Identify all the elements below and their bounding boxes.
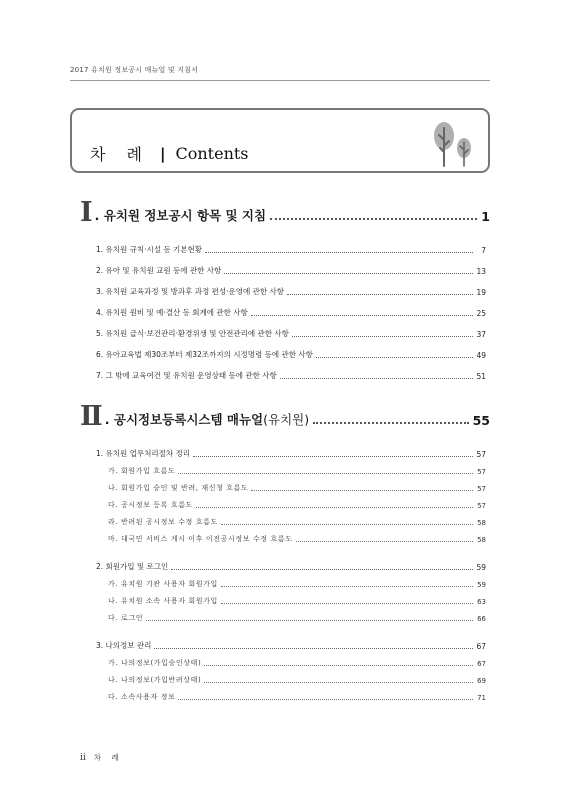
toc-row-label: 5. 유치원 급식·보건관리·환경위생 및 안전관리에 관한 사항 [96, 329, 289, 338]
page-title-separator: | [160, 144, 166, 163]
toc-sub-row[interactable] [96, 691, 486, 702]
toc-row-label: 1. 유치원 규칙·시설 등 기본현황 [96, 245, 203, 254]
section-title: . 유치원 정보공시 항목 및 지침 [94, 208, 267, 223]
toc-row-label: 4. 유치원 원비 및 예·결산 등 회계에 관한 사항 [96, 308, 248, 317]
toc-sub-row[interactable] [96, 499, 486, 510]
toc-row-page: 51 [476, 372, 486, 381]
toc-row-label: 7. 그 밖에 교육여건 및 유치원 운영상태 등에 관한 사항 [96, 371, 277, 380]
dot-leader [154, 648, 473, 649]
toc-sub-page: 58 [477, 536, 486, 544]
dot-leader [316, 357, 473, 358]
dot-leader [178, 699, 473, 700]
section-head-2[interactable] [80, 402, 490, 430]
toc-row[interactable] [96, 264, 486, 276]
dot-leader [296, 541, 473, 542]
toc-row-page: 49 [476, 351, 486, 360]
toc-sub-page: 57 [477, 468, 486, 476]
dot-leader [178, 473, 473, 474]
toc-row-label: 3. 유치원 교육과정 및 방과후 과정 편성·운영에 관한 사항 [96, 287, 285, 296]
page-title-korean: 차 례 [90, 145, 150, 164]
toc-row-label: 2. 회원가입 및 로그인 [96, 562, 169, 571]
section-page: 1 [481, 209, 490, 224]
section-2-list [96, 447, 486, 708]
toc-sub-row[interactable] [96, 674, 486, 685]
dot-leader [196, 507, 473, 508]
toc-row-page: 37 [476, 330, 486, 339]
toc-row-page: 7 [481, 246, 486, 255]
running-header: 2017 유치원 정보공시 매뉴얼 및 지침서 [70, 66, 199, 74]
toc-sub-page: 59 [477, 581, 486, 589]
toc-row-label: 2. 유아 및 유치원 교원 등에 관한 사항 [96, 266, 222, 275]
section-numeral: Ⅱ [80, 401, 103, 432]
toc-sub-page: 63 [477, 598, 486, 606]
dot-leader [204, 682, 473, 683]
toc-row[interactable] [96, 639, 486, 651]
toc-sub-label: 다. 소속사용자 정보 [108, 693, 176, 701]
page-title-english: Contents [175, 144, 249, 163]
dot-leader [313, 422, 468, 424]
toc-sub-row[interactable] [96, 533, 486, 544]
toc-sub-row[interactable] [96, 465, 486, 476]
section-numeral: Ⅰ [80, 197, 93, 228]
toc-row-label: 3. 나의정보 관리 [96, 641, 152, 650]
footer-label: 차 례 [93, 753, 123, 762]
group-gap [96, 550, 486, 560]
dot-leader [287, 294, 473, 295]
toc-sub-row[interactable] [96, 516, 486, 527]
tree-icon [426, 118, 478, 170]
toc-row[interactable] [96, 285, 486, 297]
section-page: 55 [472, 413, 490, 428]
group-gap [96, 629, 486, 639]
toc-sub-label: 가. 회원가입 흐름도 [108, 467, 176, 475]
toc-sub-label: 나. 유치원 소속 사용자 회원가입 [108, 597, 218, 605]
toc-sub-page: 58 [477, 519, 486, 527]
toc-row-page: 13 [476, 267, 486, 276]
toc-sub-row[interactable] [96, 595, 486, 606]
toc-row[interactable] [96, 327, 486, 339]
dot-leader [221, 524, 473, 525]
dot-leader [221, 586, 473, 587]
toc-sub-label: 마. 대국민 서비스 게시 이후 이전공시정보 수정 흐름도 [108, 535, 293, 543]
toc-row-page: 25 [476, 309, 486, 318]
dot-leader [205, 252, 473, 253]
section-1-list [96, 243, 486, 390]
toc-row-page: 67 [476, 642, 486, 651]
toc-sub-row[interactable] [96, 482, 486, 493]
page-footer [80, 752, 123, 763]
dot-leader [221, 603, 473, 604]
dot-leader [292, 336, 473, 337]
page-title [90, 142, 249, 165]
page-number: ii [80, 752, 86, 763]
title-box [70, 108, 490, 173]
toc-sub-label: 가. 나의정보(가입승인상태) [108, 659, 202, 667]
toc-sub-row[interactable] [96, 612, 486, 623]
toc-row[interactable] [96, 447, 486, 459]
toc-sub-label: 라. 반려된 공시정보 수정 흐름도 [108, 518, 218, 526]
dot-leader [171, 569, 473, 570]
toc-row-page: 59 [476, 563, 486, 572]
dot-leader [204, 665, 473, 666]
toc-sub-page: 69 [477, 677, 486, 685]
toc-row-label: 6. 유아교육법 제30조부터 제32조까지의 시정명령 등에 관한 사항 [96, 350, 313, 359]
toc-sub-page: 57 [477, 502, 486, 510]
section-head-1[interactable] [80, 198, 490, 226]
toc-sub-page: 66 [477, 615, 486, 623]
toc-sub-label: 다. 공시정보 등록 흐름도 [108, 501, 193, 509]
toc-sub-page: 57 [477, 485, 486, 493]
toc-row-label: 1. 유치원 업무처리절차 정리 [96, 449, 191, 458]
dot-leader [280, 378, 473, 379]
toc-sub-row[interactable] [96, 578, 486, 589]
toc-row[interactable] [96, 560, 486, 572]
dot-leader [251, 315, 473, 316]
toc-row[interactable] [96, 348, 486, 360]
toc-sub-label: 가. 유치원 기관 사용자 회원가입 [108, 580, 218, 588]
dot-leader [146, 620, 473, 621]
toc-sub-label: 나. 나의정보(가입반려상태) [108, 676, 202, 684]
toc-sub-page: 71 [477, 694, 486, 702]
toc-row[interactable] [96, 306, 486, 318]
toc-row[interactable] [96, 369, 486, 381]
toc-row[interactable] [96, 243, 486, 255]
dot-leader [193, 456, 473, 457]
toc-sub-label: 다. 로그인 [108, 614, 144, 622]
toc-sub-row[interactable] [96, 657, 486, 668]
header-rule [70, 80, 490, 81]
dot-leader [270, 218, 477, 220]
dot-leader [251, 490, 473, 491]
toc-sub-page: 67 [477, 660, 486, 668]
section-title: . 공시정보등록시스템 매뉴얼(유치원) [104, 412, 310, 427]
toc-row-page: 19 [476, 288, 486, 297]
dot-leader [224, 273, 473, 274]
toc-row-page: 57 [476, 450, 486, 459]
toc-sub-label: 나. 회원가입 승인 및 반려, 재신청 흐름도 [108, 484, 249, 492]
section-title-suffix: (유치원) [263, 412, 310, 427]
